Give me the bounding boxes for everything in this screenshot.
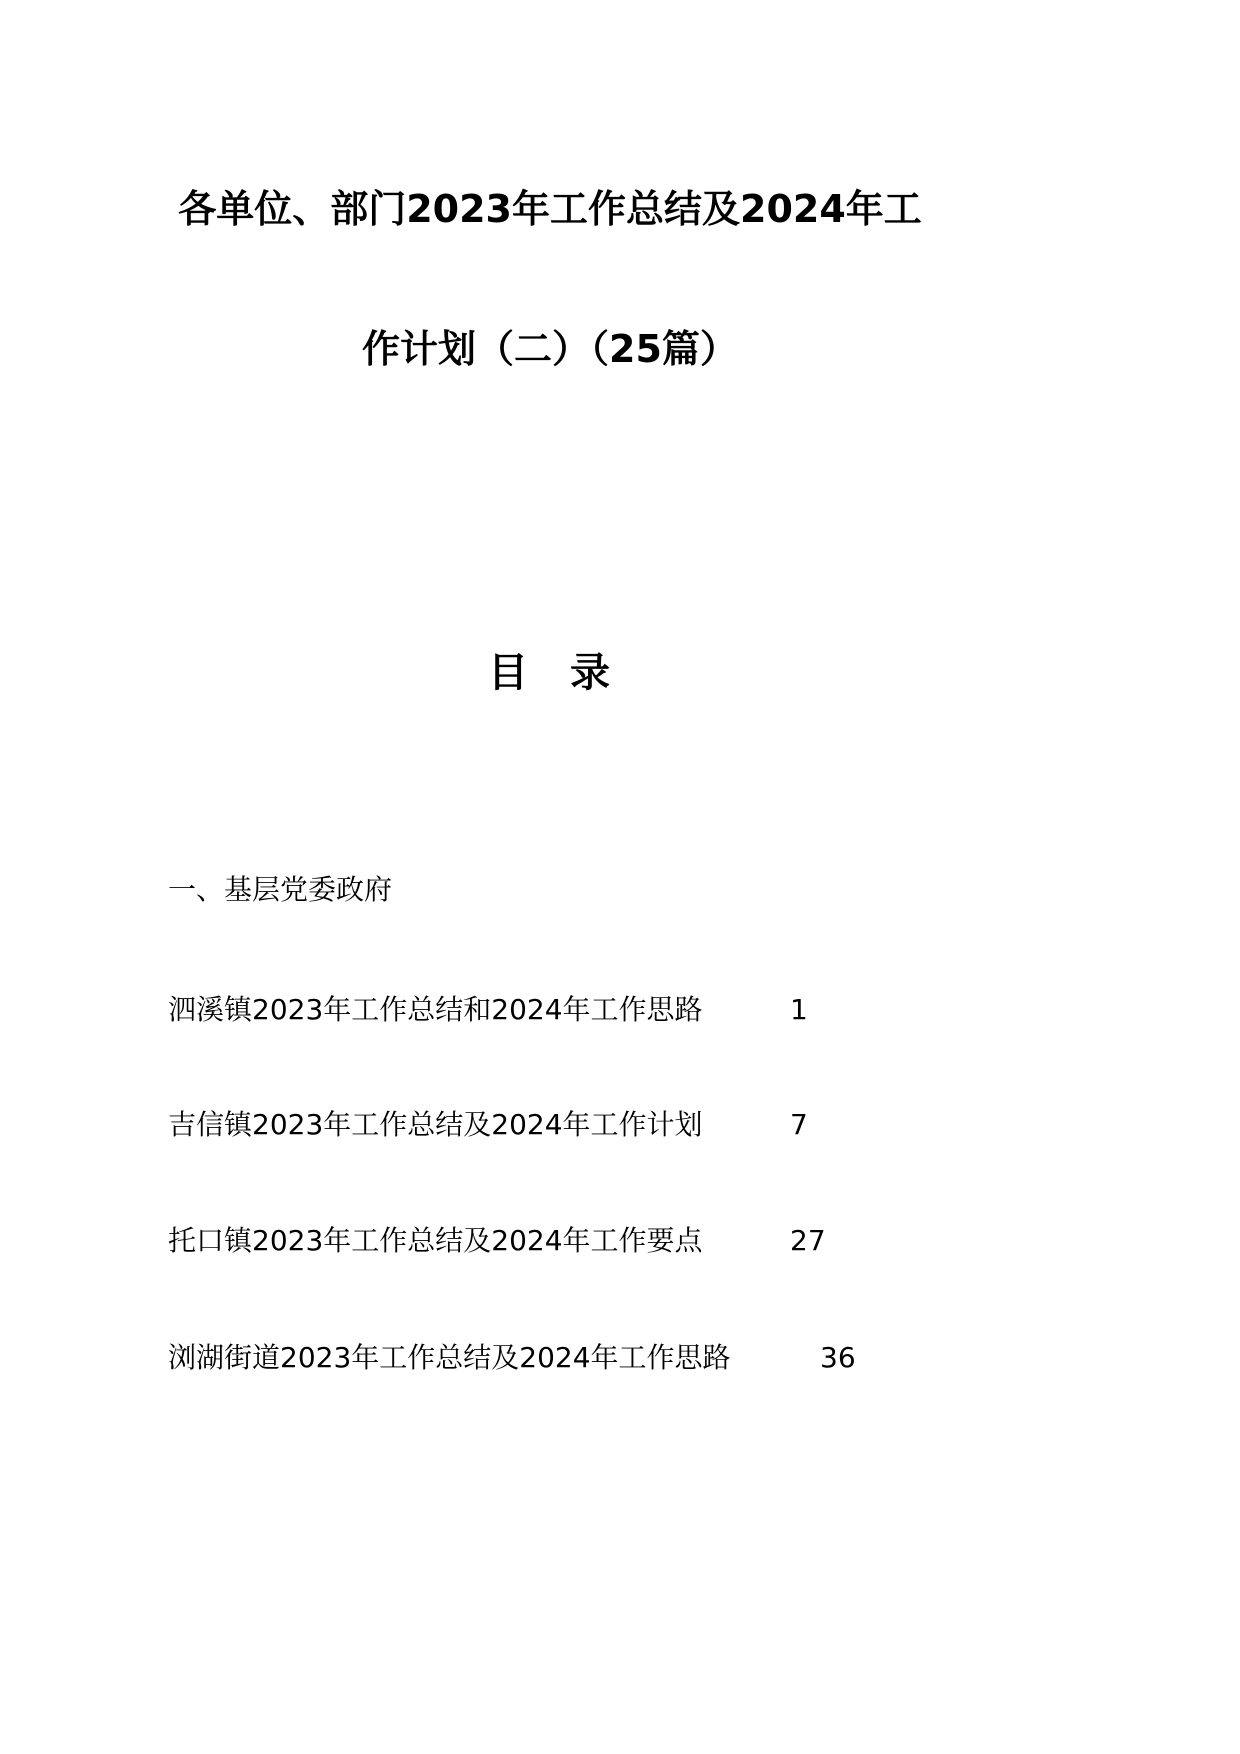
toc-entry-page-number: 27: [790, 1224, 826, 1257]
toc-entry-title[interactable]: 浏湖街道2023年工作总结及2024年工作思路: [168, 1341, 731, 1374]
document-title-line-1: 各单位、部门2023年工作总结及2024年工: [178, 187, 922, 231]
toc-entry-title[interactable]: 托口镇2023年工作总结及2024年工作要点: [168, 1224, 703, 1257]
toc-entry-page-number: 36: [820, 1341, 856, 1374]
toc-entry[interactable]: [168, 993, 808, 1026]
toc-entry-title[interactable]: 吉信镇2023年工作总结及2024年工作计划: [168, 1108, 703, 1141]
toc-heading: [0, 650, 1100, 696]
toc-entry-title[interactable]: 泗溪镇2023年工作总结和2024年工作思路: [168, 993, 703, 1026]
toc-entry[interactable]: [168, 1224, 826, 1257]
toc-entry[interactable]: [168, 1341, 856, 1374]
toc-heading-left-char: 目: [488, 650, 530, 696]
document-title-line-2: 作计划（二）（25篇）: [362, 327, 738, 371]
toc-heading-right-char: 录: [570, 650, 612, 696]
toc-entry-page-number: 1: [790, 993, 808, 1026]
toc-entry[interactable]: [168, 1108, 808, 1141]
toc-entry-page-number: 7: [790, 1108, 808, 1141]
toc-section-heading: 一、基层党委政府: [168, 873, 393, 906]
